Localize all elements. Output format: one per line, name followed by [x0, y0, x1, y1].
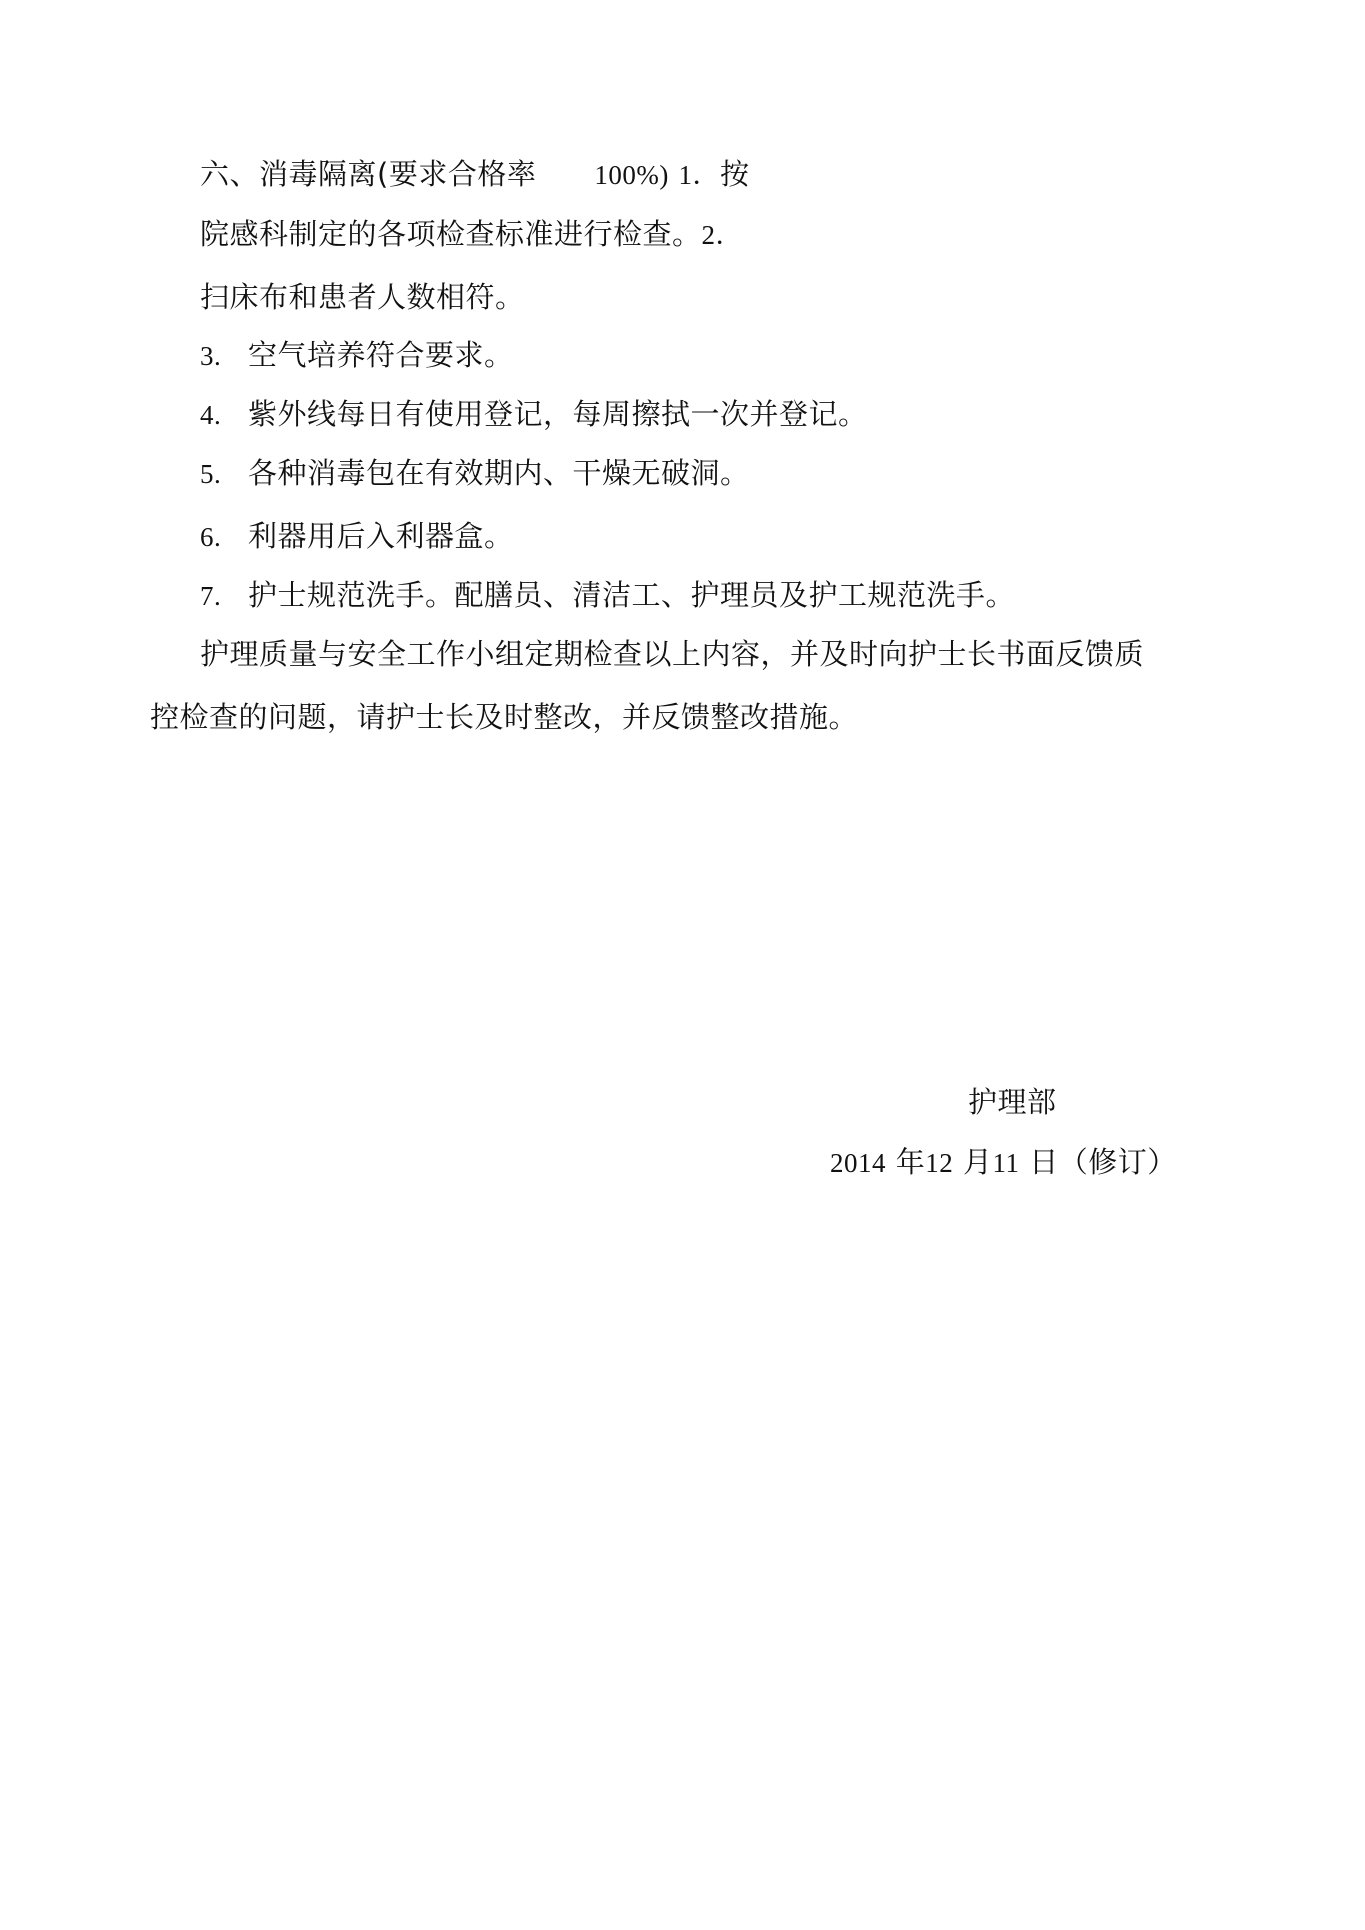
section-heading: 六、消毒隔离(要求合格率 — [200, 157, 537, 191]
item-2-number: 2． — [701, 220, 744, 250]
item-1-number: 1． — [678, 160, 721, 190]
date-note: （修订） — [1058, 1145, 1177, 1179]
item-2-text: 扫床布和患者人数相符。 — [200, 280, 525, 314]
date-day-unit: 日 — [1029, 1145, 1059, 1179]
item-text: 护士规范洗手。配膳员、清洁工、护理员及护工规范洗手。 — [248, 578, 1016, 612]
item-1-text-line — [200, 214, 743, 255]
list-item — [200, 575, 1015, 616]
list-item — [200, 516, 514, 557]
section-rate: 100%) — [594, 160, 669, 190]
item-number: 7. — [200, 581, 222, 611]
item-2-text-line — [200, 277, 525, 317]
item-number: 4. — [200, 400, 222, 430]
closing-line-1: 护理质量与安全工作小组定期检查以上内容，并及时向护士长书面反馈质 — [200, 637, 1145, 671]
section-heading-line — [200, 154, 750, 195]
date-year: 2014 — [830, 1148, 886, 1178]
signature-date-line — [830, 1142, 1177, 1183]
list-item — [200, 453, 750, 494]
date-month: 12 — [925, 1148, 954, 1178]
item-text: 各种消毒包在有效期内、干燥无破洞。 — [248, 456, 750, 490]
date-month-unit: 月 — [962, 1145, 993, 1179]
item-1-rest: 院感科制定的各项检查标准进行检查。 — [200, 217, 702, 251]
item-text: 空气培养符合要求。 — [248, 338, 514, 372]
item-number: 6. — [200, 522, 222, 552]
item-text: 紫外线每日有使用登记，每周擦拭一次并登记。 — [248, 397, 868, 431]
signature-department: 护理部 — [968, 1085, 1057, 1119]
date-year-unit: 年 — [895, 1145, 926, 1179]
closing-paragraph-line-1 — [200, 634, 1144, 674]
closing-line-2: 控检查的问题，请护士长及时整改，并反馈整改措施。 — [150, 700, 859, 734]
item-text: 利器用后入利器盒。 — [248, 519, 514, 553]
date-day: 11 — [992, 1148, 1020, 1178]
closing-paragraph-line-2 — [150, 697, 858, 737]
item-number: 3. — [200, 341, 222, 371]
item-1-start: 按 — [720, 157, 750, 191]
signature-department-line — [968, 1082, 1057, 1122]
item-number: 5. — [200, 459, 222, 489]
list-item — [200, 394, 868, 435]
list-item — [200, 335, 514, 376]
